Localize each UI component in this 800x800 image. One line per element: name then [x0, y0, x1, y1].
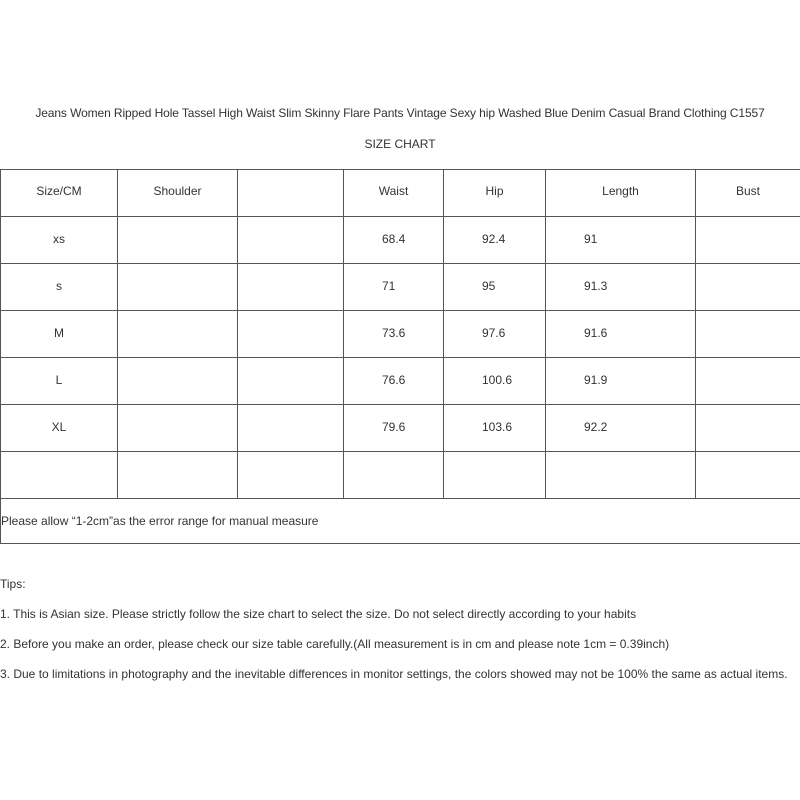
cell-bust	[696, 405, 800, 452]
tip-item-3: 3. Due to limitations in photography and the inevitable differences in monitor settings, the colors showed may not be 100% the same as actual items.	[0, 667, 788, 681]
cell-blank	[238, 405, 344, 452]
table-header-row	[1, 170, 800, 217]
table-row	[1, 264, 800, 311]
cell-shoulder	[118, 264, 238, 311]
cell-length: 91.3	[546, 264, 696, 311]
cell-size: L	[1, 358, 118, 405]
cell-waist: 76.6	[344, 358, 444, 405]
cell-waist: 68.4	[344, 217, 444, 264]
cell-hip: 103.6	[444, 405, 546, 452]
cell-length: 92.2	[546, 405, 696, 452]
cell-size: XL	[1, 405, 118, 452]
header-blank	[238, 170, 344, 217]
header-bust: Bust	[696, 170, 800, 217]
tip-item-2: 2. Before you make an order, please check our size table carefully.(All measurement is in cm and please note 1cm = 0.39inch)	[0, 637, 670, 651]
cell-hip	[444, 452, 546, 499]
tips-heading: Tips:	[0, 577, 26, 591]
cell-blank	[238, 452, 344, 499]
cell-blank	[238, 217, 344, 264]
cell-size	[1, 452, 118, 499]
cell-shoulder	[118, 217, 238, 264]
cell-shoulder	[118, 405, 238, 452]
measurement-note: Please allow “1-2cm”as the error range for manual measure	[1, 499, 800, 544]
cell-length: 91.9	[546, 358, 696, 405]
tip-item-1: 1. This is Asian size. Please strictly follow the size chart to select the size. Do not select directly according to your habits	[0, 607, 637, 621]
cell-length: 91	[546, 217, 696, 264]
cell-hip: 97.6	[444, 311, 546, 358]
cell-shoulder	[118, 358, 238, 405]
cell-blank	[238, 358, 344, 405]
header-size: Size/CM	[1, 170, 118, 217]
header-hip: Hip	[444, 170, 546, 217]
cell-hip: 92.4	[444, 217, 546, 264]
header-shoulder: Shoulder	[118, 170, 238, 217]
table-row	[1, 217, 800, 264]
cell-length	[546, 452, 696, 499]
table-row	[1, 311, 800, 358]
cell-bust	[696, 452, 800, 499]
cell-blank	[238, 311, 344, 358]
cell-size: M	[1, 311, 118, 358]
size-chart-table	[0, 169, 800, 544]
cell-hip: 100.6	[444, 358, 546, 405]
cell-waist	[344, 452, 444, 499]
size-chart-heading: SIZE CHART	[364, 137, 436, 151]
cell-bust	[696, 264, 800, 311]
cell-bust	[696, 358, 800, 405]
cell-bust	[696, 217, 800, 264]
cell-size: s	[1, 264, 118, 311]
cell-bust	[696, 311, 800, 358]
cell-hip: 95	[444, 264, 546, 311]
header-length: Length	[546, 170, 696, 217]
cell-waist: 79.6	[344, 405, 444, 452]
table-row	[1, 358, 800, 405]
table-row	[1, 452, 800, 499]
cell-waist: 73.6	[344, 311, 444, 358]
product-title: Jeans Women Ripped Hole Tassel High Waist Slim Skinny Flare Pants Vintage Sexy hip Washed Blue Denim Casual Brand Clothing C1557	[35, 106, 765, 120]
cell-waist: 71	[344, 264, 444, 311]
cell-shoulder	[118, 452, 238, 499]
table-note-row	[1, 499, 800, 544]
cell-length: 91.6	[546, 311, 696, 358]
cell-blank	[238, 264, 344, 311]
table-row	[1, 405, 800, 452]
cell-size: xs	[1, 217, 118, 264]
cell-shoulder	[118, 311, 238, 358]
header-waist: Waist	[344, 170, 444, 217]
